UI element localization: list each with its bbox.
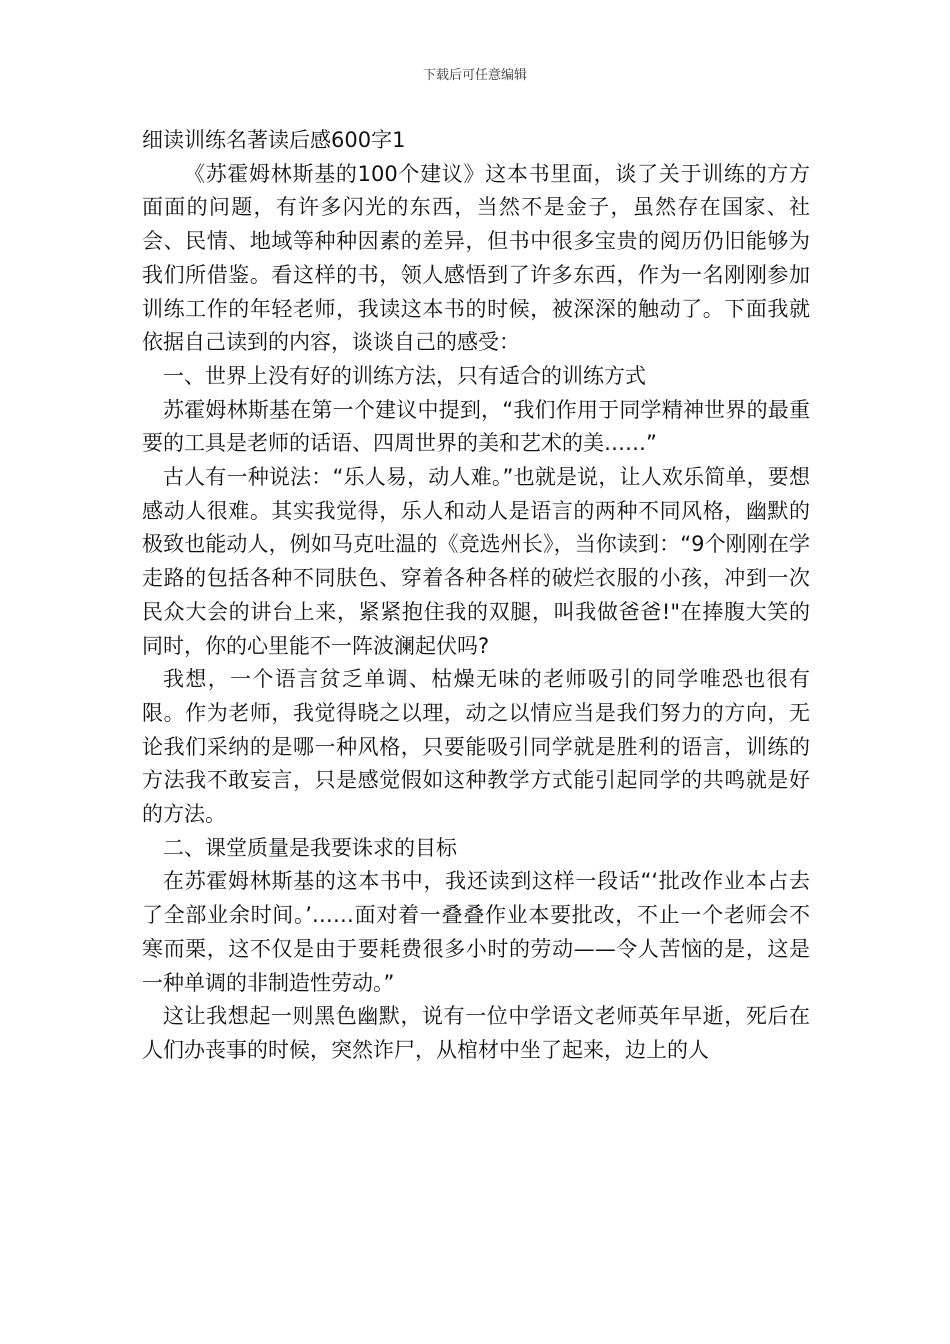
paragraph: 在苏霍姆林斯基的这本书中，我还读到这样一段话“‘批改作业本占去了全部业余时间。’……面对着一叠叠作业本要批改，不止一个老师会不寒而栗，这不仅是由于要耗费很多小时的劳动——令人苦恼的是，这是一种单调的非制造性劳动。” [142,869,810,995]
paragraph: 我想，一个语言贫乏单调、枯燥无味的老师吸引的同学唯恐也很有限。作为老师，我觉得晓之以理，动之以情应当是我们努力的方向，无论我们采纳的是哪一种风格，只要能吸引同学就是胜利的语言，训练的方法我不敢妄言，只是感觉假如这种教学方式能引起同学的共鸣就是好的方法。 [142,667,810,827]
section-heading: 一、世界上没有好的训练方法，只有适合的训练方式 [163,363,646,388]
paragraph: 古人有一种说法：“乐人易，动人难。”也就是说，让人欢乐简单，要想感动人很难。其实我觉得，乐人和动人是语言的两种不同风格，幽默的极致也能动人，例如马克吐温的《竞选州长》，当你读到：“9个刚刚在学走路的包括各种不同肤色、穿着各种各样的破烂衣服的小孩，冲到一次民众大会的讲台上来，紧紧抱住我的双腿，叫我做爸爸!"在捧腹大笑的同时，你的心里能不一阵波澜起伏吗? [142,465,810,658]
page-header: 下载后可任意编辑 [422,68,527,83]
paragraph: 苏霍姆林斯基在第一个建议中提到，“我们作用于同学精神世界的最重要的工具是老师的话语、四周世界的美和艺术的美……” [142,397,810,456]
paragraph: 这让我想起一则黑色幽默，说有一位中学语文老师英年早逝，死后在人们办丧事的时候，突然诈尸，从棺材中坐了起来，边上的人 [142,1004,810,1062]
document-title: 细读训练名著读后感600字1 [142,128,406,152]
document-body [142,124,810,1068]
section-heading: 二、课堂质量是我要诛求的目标 [163,835,457,860]
paragraph: 《苏霍姆林斯基的100个建议》这本书里面，谈了关于训练的方方面面的问题，有许多闪光的东西，当然不是金子，虽然存在国家、社会、民情、地域等种种因素的差异，但书中很多宝贵的阅历仍旧能够为我们所借鉴。看这样的书，领人感悟到了许多东西，作为一名刚刚参加训练工作的年轻老师，我读这本书的时候，被深深的触动了。下面我就依据自己读到的内容，谈谈自己的感受： [142,161,810,355]
